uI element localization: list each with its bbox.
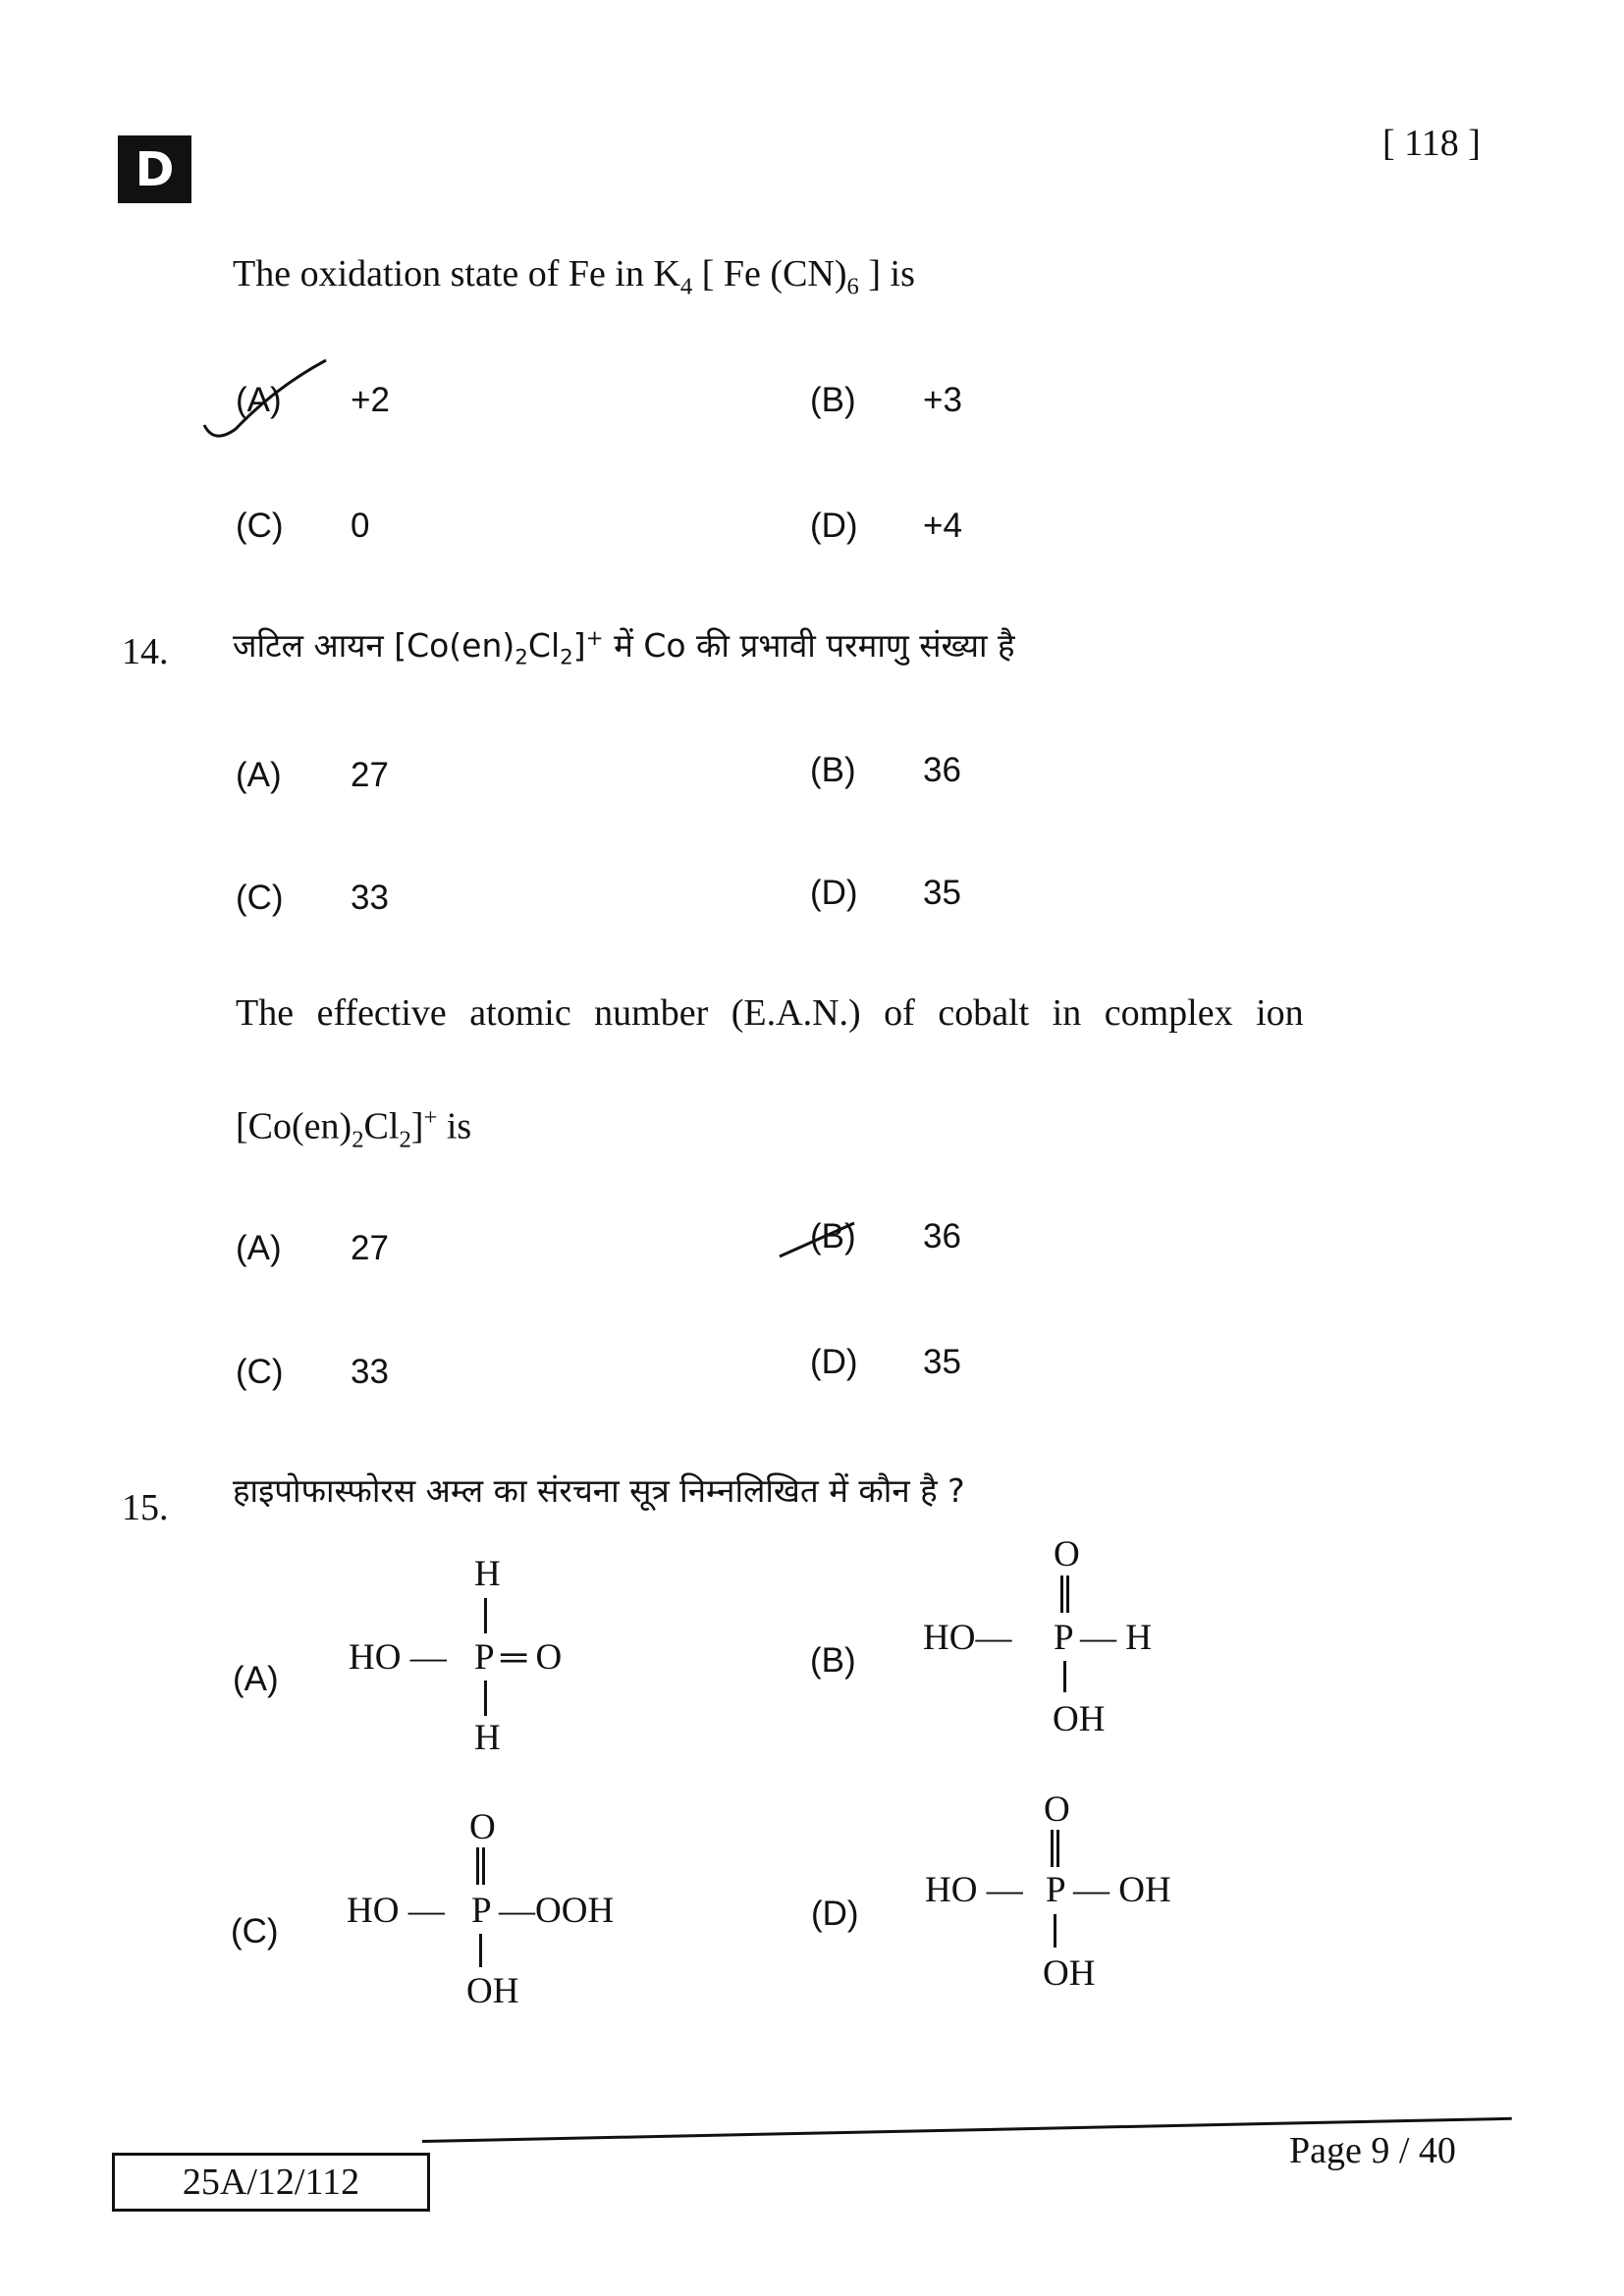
bond — [1063, 1661, 1066, 1692]
q14-en-sub: 2 — [399, 1126, 411, 1153]
q15-option-a-label[interactable]: (A) — [233, 1660, 279, 1698]
double-bond — [1051, 1830, 1059, 1867]
q15-d-bottom: OH — [1043, 1953, 1096, 1994]
q13-sub: 4 — [679, 273, 693, 300]
q13-option-d-label[interactable]: (D) — [810, 507, 858, 545]
q13-text-part: ] is — [858, 253, 915, 294]
q14-hi-option-b-value: 36 — [923, 751, 961, 789]
q15-c-right: —OOH — [499, 1891, 615, 1931]
q14-hi-option-d-label[interactable]: (D) — [810, 874, 858, 912]
q14-hi-part: में Co की प्रभावी परमाणु संख्या है — [603, 626, 1015, 665]
q15-d-center: P — [1046, 1870, 1066, 1910]
q14-en-option-b-value: 36 — [923, 1217, 961, 1255]
q15-option-c-label[interactable]: (C) — [231, 1912, 279, 1950]
q15-c-left: HO — — [347, 1891, 445, 1931]
q15-c-top: O — [469, 1807, 496, 1847]
q15-a-center: P — [474, 1637, 495, 1678]
q15-b-center: P — [1054, 1618, 1074, 1658]
double-bond — [476, 1847, 485, 1885]
q13-sub: 6 — [846, 273, 859, 300]
cross-mark-icon — [776, 1217, 864, 1261]
q13-option-b-label[interactable]: (B) — [810, 381, 856, 419]
q13-text-part: The oxidation state of Fe in K — [233, 253, 680, 294]
q13-option-c-label[interactable]: (C) — [236, 507, 284, 545]
page-number: Page 9 / 40 — [1289, 2130, 1456, 2171]
q13-option-d-value: +4 — [923, 507, 962, 545]
q15-a-top: H — [474, 1554, 501, 1594]
bond — [484, 1681, 487, 1716]
q13-option-b-value: +3 — [923, 381, 962, 419]
q14-en-part: Cl — [363, 1105, 400, 1148]
q15-d-left: HO — — [925, 1870, 1023, 1910]
q15-a-left: HO — — [349, 1637, 447, 1678]
q14-en-option-d-value: 35 — [923, 1343, 961, 1381]
q14-hi-sup: + — [585, 626, 604, 651]
q15-option-d-label[interactable]: (D) — [811, 1895, 859, 1933]
q14-en-part: is — [437, 1105, 472, 1148]
q14-hi-sub: 2 — [560, 645, 573, 670]
q14-en-option-b-label[interactable]: (B) — [810, 1217, 856, 1255]
q14-hi-part: जटिल आयन [Co(en) — [233, 626, 515, 665]
q14-hi-option-a-label[interactable]: (A) — [236, 756, 282, 794]
q15-a-right: ═ O — [501, 1637, 563, 1678]
q14-hi-option-a-value: 27 — [351, 756, 389, 794]
q13-text-part: [ Fe (CN) — [692, 253, 847, 294]
q15-d-top: O — [1044, 1789, 1070, 1830]
q15-text-hindi: हाइपोफास्फोरस अम्ल का संरचना सूत्र निम्नलिखित में कौन है ? — [233, 1471, 965, 1510]
q15-option-b-label[interactable]: (B) — [810, 1641, 856, 1680]
q14-text-english: The effective atomic number (E.A.N.) of cobalt in complex ion — [236, 992, 1304, 1034]
q14-en-option-d-label[interactable]: (D) — [810, 1343, 858, 1381]
q14-hi-option-d-value: 35 — [923, 874, 961, 912]
q14-en-option-c-value: 33 — [351, 1353, 389, 1391]
bond — [1054, 1914, 1056, 1948]
q15-a-bottom: H — [474, 1718, 501, 1758]
q15-c-bottom: OH — [466, 1971, 519, 2011]
q15-b-right: — H — [1080, 1618, 1152, 1658]
paper-code: 25A/12/112 — [112, 2153, 430, 2212]
q14-hi-sub: 2 — [514, 645, 528, 670]
set-code-badge: D — [118, 135, 191, 203]
q13-option-a-value: +2 — [351, 381, 390, 419]
q14-en-part: [Co(en) — [236, 1105, 352, 1148]
q14-hi-option-c-value: 33 — [351, 879, 389, 917]
q15-d-right: — OH — [1073, 1870, 1171, 1910]
q14-text-hindi: जटिल आयन $[Co(en)_2Cl_2]^+$ में Co की प्रभावी परमाणु संख्या है — [233, 626, 1015, 670]
q15-c-center: P — [471, 1891, 492, 1931]
q15-b-left: HO— — [923, 1618, 1012, 1658]
q13-text — [233, 255, 915, 299]
bond — [479, 1934, 482, 1967]
q14-text-english-line2: $[Co(en)_2Cl_2]^+$ is — [236, 1104, 472, 1153]
q15-b-top: O — [1054, 1534, 1080, 1575]
q14-en-sup: + — [423, 1104, 438, 1131]
bond — [484, 1598, 487, 1633]
q14-number: 14. — [122, 631, 169, 672]
q15-b-bottom: OH — [1053, 1699, 1106, 1739]
q14-hi-part: Cl — [527, 626, 561, 665]
q14-en-sub: 2 — [352, 1126, 364, 1153]
q15-number: 15. — [122, 1487, 169, 1528]
q14-en-option-a-value: 27 — [351, 1229, 389, 1267]
q14-hi-option-b-label[interactable]: (B) — [810, 751, 856, 789]
q13-option-a-label[interactable]: (A) — [236, 381, 282, 419]
q14-en-option-c-label[interactable]: (C) — [236, 1353, 284, 1391]
page-reference: [ 118 ] — [1382, 123, 1481, 164]
double-bond — [1060, 1575, 1069, 1613]
q14-en-option-a-label[interactable]: (A) — [236, 1229, 282, 1267]
q14-hi-option-c-label[interactable]: (C) — [236, 879, 284, 917]
q13-option-c-value: 0 — [351, 507, 370, 545]
